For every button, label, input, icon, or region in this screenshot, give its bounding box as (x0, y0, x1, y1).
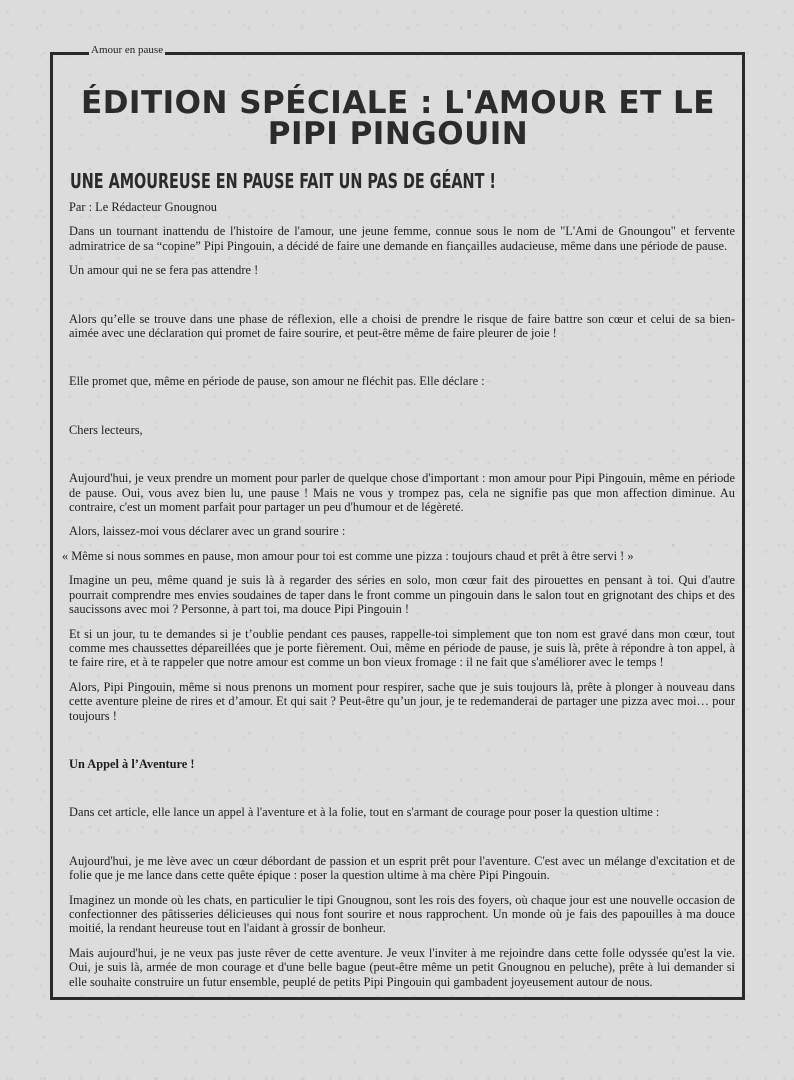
paragraph: Mais aujourd'hui, je ne veux pas juste rêver de cette aventure. Je veux l'inviter à me rejoindre dans cette folle odyssée qu'est la vie. Oui, je suis là, armée de mon courage et d'une belle bague (peut-être même un petit Gnougnou en peluche), prête à lui demander si elle souhaite construire un futur ensemble, peuplé de petits Pipi Pingouin qui gambadent joyeusement autour de nous. (69, 945, 735, 989)
paragraph: Aujourd'hui, je veux prendre un moment pour parler de quelque chose d'important : mon amour pour Pipi Pingouin, même en période de pause. Oui, vous avez bien lu, une pause ! Mais ne vous y trompez pas, cela ne signifie pas que mon affection diminue. Au contraire, c'est un moment parfait pour partager un peu d'humour et de légèreté. (69, 471, 735, 515)
paragraph: Aujourd'hui, je me lève avec un cœur débordant de passion et un esprit prêt pour l'aventure. C'est avec un mélange d'excitation et de folie que je me lance dans cette quête épique : poser la question ultime à ma chère Pipi Pingouin. (69, 853, 735, 883)
paragraph: Chers lecteurs, (69, 422, 143, 437)
paragraph: Elle promet que, même en période de pause, son amour ne fléchit pas. Elle déclare : (69, 374, 485, 389)
paragraph: Dans un tournant inattendu de l'histoire de l'amour, une jeune femme, connue sous le nom de "L'Ami de Gnoungou" et fervente admiratrice de sa “copine” Pipi Pingouin, a décidé de faire une demande en fiançailles audacieuse, même dans une période de pause. (69, 224, 735, 253)
paragraph: Un amour qui ne se fera pas attendre ! (69, 263, 259, 278)
paragraph: Dans cet article, elle lance un appel à l'aventure et à la folie, tout en s'armant de courage pour poser la question ultime : (69, 805, 660, 820)
paragraph: Alors qu’elle se trouve dans une phase de réflexion, elle a choisi de prendre le risque de faire battre son cœur et celui de sa bien-aimée avec une déclaration qui promet de faire sourire, et peut-être même de faire pleurer de joie ! (69, 311, 735, 341)
paragraph: Alors, laissez-moi vous déclarer avec un grand sourire : (69, 524, 346, 539)
paragraph: Et si un jour, tu te demandes si je t’oublie pendant ces pauses, rappelle-toi simplement que ton nom est gravé dans mon cœur, tout comme mes chaussettes dépareillées que je porte fièrement. Oui, même en période de pause, je suis là, prête à répondre à ton appel, à te faire rire, et à te rappeler que notre amour est comme un bon vieux fromage : il ne fait que s'améliorer avec le temps ! (69, 626, 735, 670)
paragraph: Alors, Pipi Pingouin, même si nous prenons un moment pour respirer, sache que je suis toujours là, prête à plonger à nouveau dans cette aventure pleine de rires et d’amour. Et qui sait ? Peut-être qu’un jour, je te redemanderai de partager une pizza avec moi… pour toujours ! (69, 679, 735, 723)
article-headline: UNE AMOUREUSE EN PAUSE FAIT UN PAS DE GÉANT ! (70, 169, 496, 193)
section-heading: Un Appel à l’Aventure ! (69, 756, 195, 771)
article-body (62, 200, 735, 989)
running-head: Amour en pause (91, 44, 164, 56)
paragraph: Imaginez un monde où les chats, en particulier le tipi Gnougnou, sont les rois des foyers, où chaque jour est une nouvelle occasion de confectionner des pâtisseries délicieuses qui nous font sourire et nous rapprochent. Un monde où je fais des papouilles à ma douce moitié, la rendant heureuse tout en l'aidant à grossir de bonheur. (69, 892, 735, 936)
page-title: ÉDITION SPÉCIALE : L'AMOUR ET LE PIPI PINGOUIN (81, 85, 715, 152)
paragraph: Imagine un peu, même quand je suis là à regarder des séries en solo, mon cœur fait des pirouettes en pensant à toi. Qui d'autre pourrait comprendre mes envies soudaines de taper dans le front comme un pingouin dans le salon tout en grignotant des chips et des saucissons avec moi ? Personne, à part toi, ma douce Pipi Pingouin ! (69, 573, 735, 617)
quote: « Même si nous sommes en pause, mon amour pour toi est comme une pizza : toujours chaud et prêt à être servi ! » (62, 548, 634, 563)
byline: Par : Le Rédacteur Gnougnou (69, 200, 217, 214)
